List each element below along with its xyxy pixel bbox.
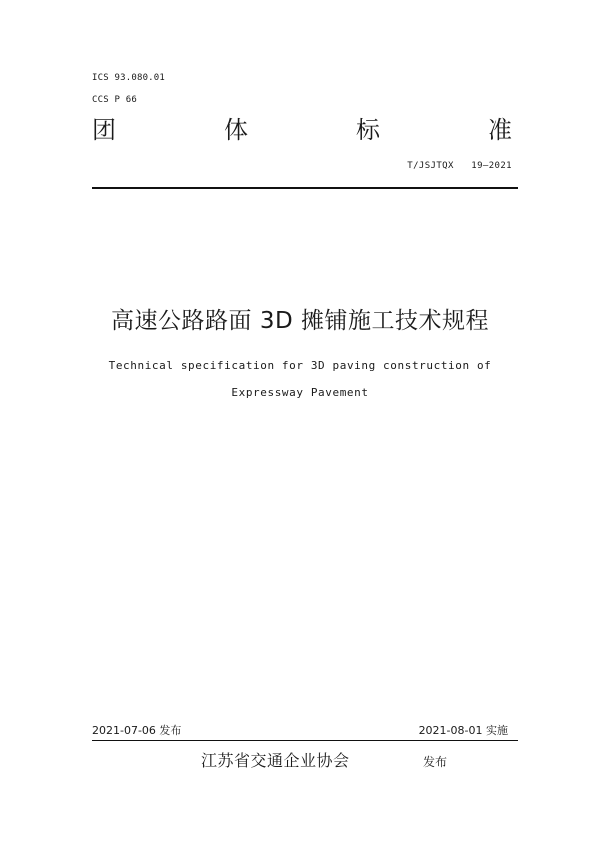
standard-number: T/JSJTQX 19—2021 — [407, 161, 512, 171]
ccs-code: CCS P 66 — [92, 95, 137, 105]
category-char-2: 体 — [224, 116, 248, 144]
ics-code: ICS 93.080.01 — [92, 73, 166, 83]
category-char-4: 准 — [488, 116, 512, 144]
category-char-3: 标 — [356, 116, 380, 144]
implementation-date: 2021-08-01 实施 — [418, 724, 508, 737]
category-char-1: 团 — [92, 116, 116, 144]
document-title-chinese: 高速公路路面 3D 摊铺施工技术规程 — [111, 308, 489, 334]
document-title-english-line1: Technical specification for 3D paving construction of — [108, 359, 492, 372]
issue-date: 2021-07-06 发布 — [92, 724, 182, 737]
publisher-name: 江苏省交通企业协会 — [201, 751, 350, 770]
document-title-english-line2: Expressway Pavement — [231, 386, 369, 399]
standard-category-heading — [92, 113, 512, 147]
publish-label: 发布 — [423, 755, 448, 769]
header-divider — [92, 187, 518, 189]
footer-divider — [92, 740, 518, 741]
